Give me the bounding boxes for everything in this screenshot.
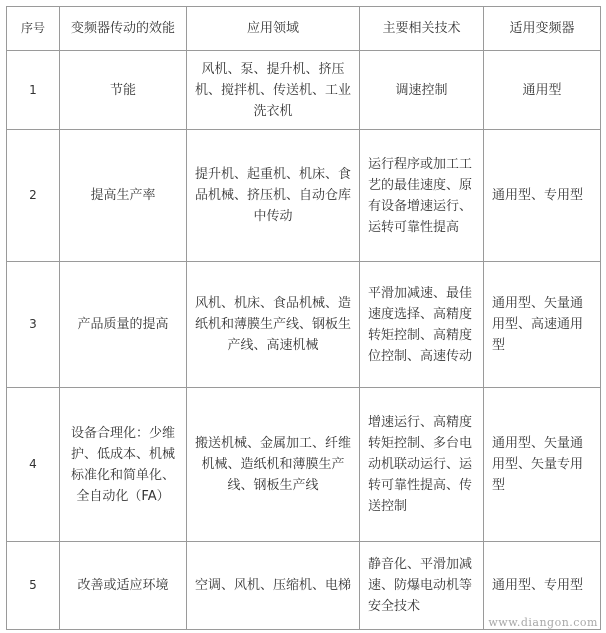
cell-tech: 平滑加减速、最佳速度选择、高精度转矩控制、高精度位控制、高速传动 [360,262,484,388]
cell-effect: 设备合理化：少维护、低成本、机械标准化和简单化、全自动化（FA） [60,388,187,542]
table-row [7,262,601,388]
header-field: 应用领域 [187,7,360,51]
header-effect: 变频器传动的效能 [60,7,187,51]
site-watermark: www.diangon.com [488,616,598,629]
table-row [7,388,601,542]
table-row [7,51,601,130]
cell-field: 提升机、起重机、机床、食品机械、挤压机、自动仓库中传动 [187,130,360,262]
cell-effect: 改善或适应环境 [60,542,187,630]
table-header-row [7,7,601,51]
cell-type: 通用型 [484,51,601,130]
cell-effect: 产品质量的提高 [60,262,187,388]
cell-no: 4 [7,388,60,542]
cell-type: 通用型、矢量通用型、矢量专用型 [484,388,601,542]
cell-field: 空调、风机、压缩机、电梯 [187,542,360,630]
header-type: 适用变频器 [484,7,601,51]
cell-field: 搬送机械、金属加工、纤维机械、造纸机和薄膜生产线、钢板生产线 [187,388,360,542]
table-row [7,130,601,262]
cell-no: 5 [7,542,60,630]
cell-tech: 调速控制 [360,51,484,130]
cell-type: 通用型、矢量通用型、高速通用型 [484,262,601,388]
header-tech: 主要相关技术 [360,7,484,51]
cell-effect: 节能 [60,51,187,130]
efficiency-table [6,6,601,630]
cell-field: 风机、机床、食品机械、造纸机和薄膜生产线、钢板生产线、高速机械 [187,262,360,388]
cell-effect: 提高生产率 [60,130,187,262]
cell-no: 2 [7,130,60,262]
cell-field: 风机、泵、提升机、挤压机、搅拌机、传送机、工业洗衣机 [187,51,360,130]
cell-tech: 静音化、平滑加减速、防爆电动机等安全技术 [360,542,484,630]
cell-tech: 增速运行、高精度转矩控制、多台电动机联动运行、运转可靠性提高、传送控制 [360,388,484,542]
header-no: 序号 [7,7,60,51]
cell-no: 3 [7,262,60,388]
cell-tech: 运行程序或加工工艺的最佳速度、原有设备增速运行、运转可靠性提高 [360,130,484,262]
cell-type: 通用型、专用型 [484,542,601,630]
cell-no: 1 [7,51,60,130]
cell-type: 通用型、专用型 [484,130,601,262]
